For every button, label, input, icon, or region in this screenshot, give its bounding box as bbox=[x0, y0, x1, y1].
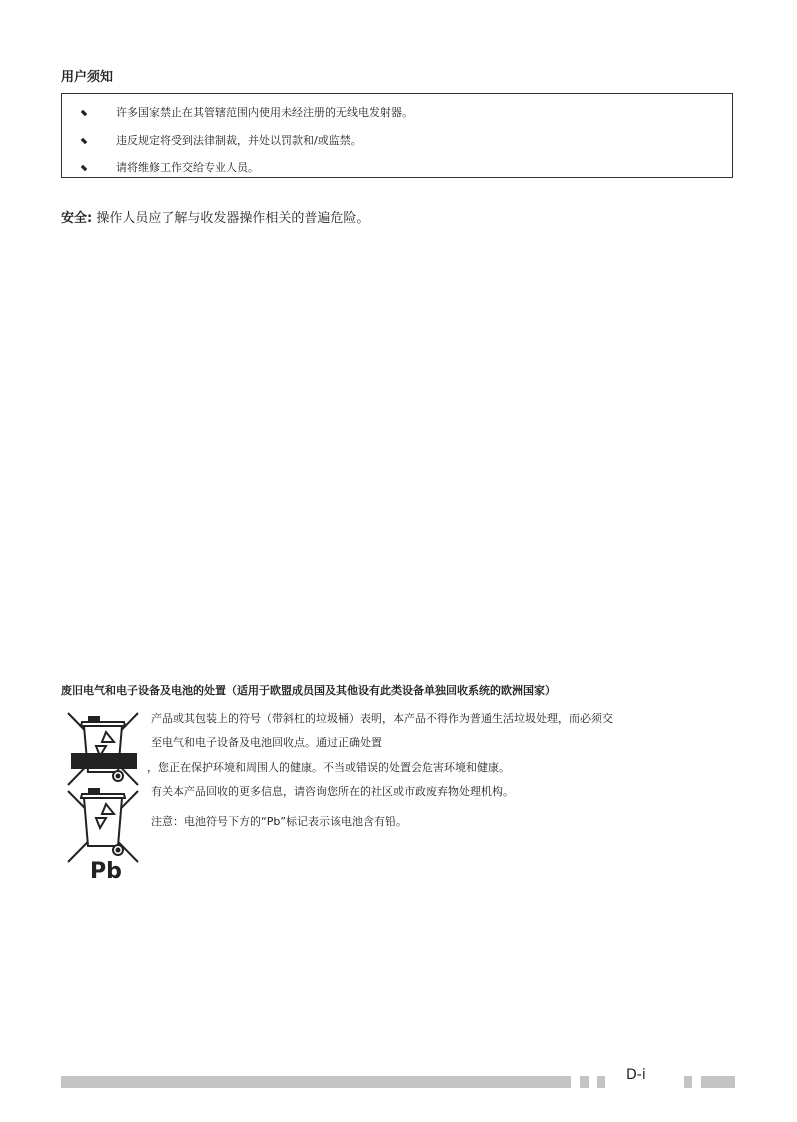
weee-text-line: 产品或其包装上的符号（带斜杠的垃圾桶）表明，本产品不得作为普通生活垃圾处理，而必须交 bbox=[151, 712, 613, 725]
weee-text-line: ，您正在保护环境和周围人的健康。不当或错误的处置会危害环境和健康。 bbox=[147, 761, 510, 774]
crossed-battery-bin-icon bbox=[62, 786, 144, 864]
safety-text: 操作人员应了解与收发器操作相关的普遍危险。 bbox=[92, 211, 370, 226]
notice-item-text: 违反规定将受到法律制裁，并处以罚款和/或监禁。 bbox=[116, 134, 362, 147]
footer-bar-segment bbox=[701, 1076, 735, 1088]
notice-item-text: 许多国家禁止在其管辖范围内使用未经注册的无线电发射器。 bbox=[116, 106, 413, 119]
diamond-bullet-icon bbox=[81, 165, 88, 172]
crossed-bin-icon bbox=[62, 708, 144, 790]
footer-bar-segment bbox=[580, 1076, 589, 1088]
weee-text-line: 有关本产品回收的更多信息，请咨询您所在的社区或市政废弃物处理机构。 bbox=[151, 785, 514, 798]
weee-text-line: 至电气和电子设备及电池回收点。通过正确处置 bbox=[151, 736, 382, 749]
safety-statement bbox=[61, 207, 369, 226]
safety-label: 安全: bbox=[61, 211, 93, 226]
diamond-bullet-icon bbox=[81, 110, 88, 117]
weee-title: 废旧电气和电子设备及电池的处置（适用于欧盟成员国及其他设有此类设备单独回收系统的欧洲国家） bbox=[61, 684, 556, 697]
footer-bar-segment bbox=[597, 1076, 605, 1088]
user-notice-box bbox=[61, 93, 733, 178]
weee-text-line: 注意：电池符号下方的“Pb”标记表示该电池含有铅。 bbox=[151, 815, 408, 828]
user-notice-title: 用户须知 bbox=[61, 70, 114, 85]
notice-item-text: 请将维修工作交给专业人员。 bbox=[116, 161, 259, 174]
footer-bar bbox=[61, 1076, 571, 1088]
page-number: D-i bbox=[626, 1067, 646, 1083]
footer-bar-segment bbox=[684, 1076, 692, 1088]
diamond-bullet-icon bbox=[81, 138, 88, 145]
battery-lead-label: Pb bbox=[90, 859, 122, 884]
